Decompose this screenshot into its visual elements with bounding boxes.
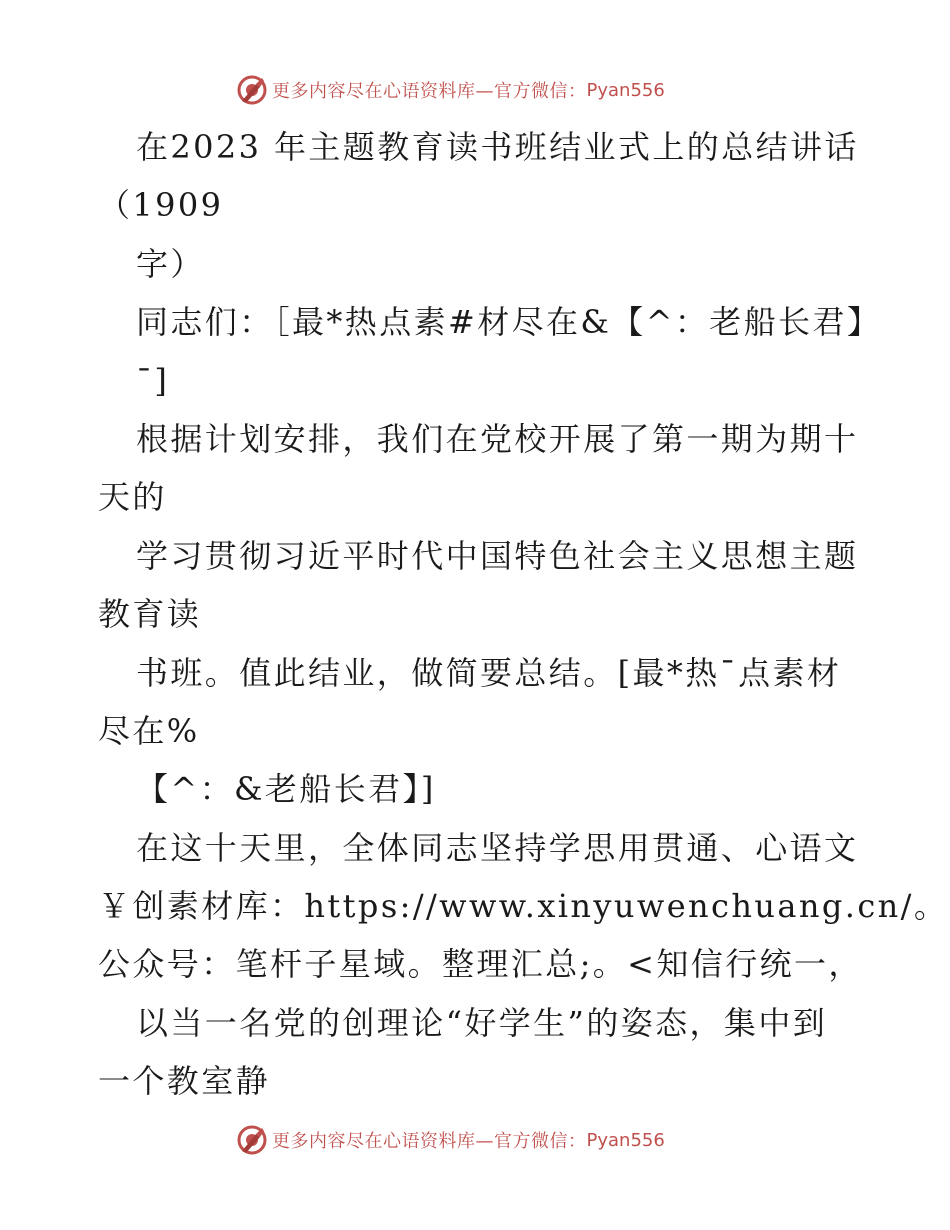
text-line: 天的 — [98, 478, 167, 517]
pen-logo-icon — [236, 1124, 268, 1156]
text-line: 尽在% — [98, 711, 200, 750]
watermark-wechat-id: Pyan556 — [586, 1129, 665, 1151]
watermark-text: 更多内容尽在心语资料库—官方微信： — [272, 1131, 587, 1152]
text-line: 【^：&老船长君】] — [136, 770, 436, 809]
doc-title-line: 在2023 年主题教育读书班结业式上的总结讲话 — [136, 128, 859, 166]
text-line: 学习贯彻习近平时代中国特色社会主义思想主题 — [136, 536, 859, 575]
text-line: 一个教室静 — [98, 1062, 271, 1101]
text-line: （1909 — [98, 186, 224, 225]
text-line: 教育读 — [98, 595, 202, 634]
text-line: 在这十天里，全体同志坚持学思用贯通、心语文 — [136, 828, 859, 867]
watermark-wechat-id: Pyan556 — [586, 79, 665, 101]
watermark-text: 更多内容尽在心语资料库—官方微信： — [272, 81, 587, 102]
footer-watermark — [236, 1124, 665, 1156]
text-line: 字） — [136, 244, 205, 283]
text-line: 根据计划安排，我们在党校开展了第一期为期十 — [136, 419, 859, 458]
text-line: 以当一名党的创理论“好学生”的姿态，集中到 — [136, 1003, 828, 1042]
document-body — [98, 118, 949, 1111]
text-line: ¯] — [136, 361, 170, 400]
text-line: 书班。值此结业，做简要总结。[最*热¯点素材 — [136, 653, 842, 692]
text-line: 公众号：笔杆子星域。整理汇总;。<知信行统一， — [98, 945, 863, 984]
text-line: 同志们：［最*热点素#材尽在&【^：老船长君】 — [136, 303, 882, 342]
text-line: ￥创素材库：https://www.xinyuwenchuang.cn/。 — [98, 887, 949, 926]
pen-logo-icon — [236, 74, 268, 106]
header-watermark — [236, 74, 665, 106]
